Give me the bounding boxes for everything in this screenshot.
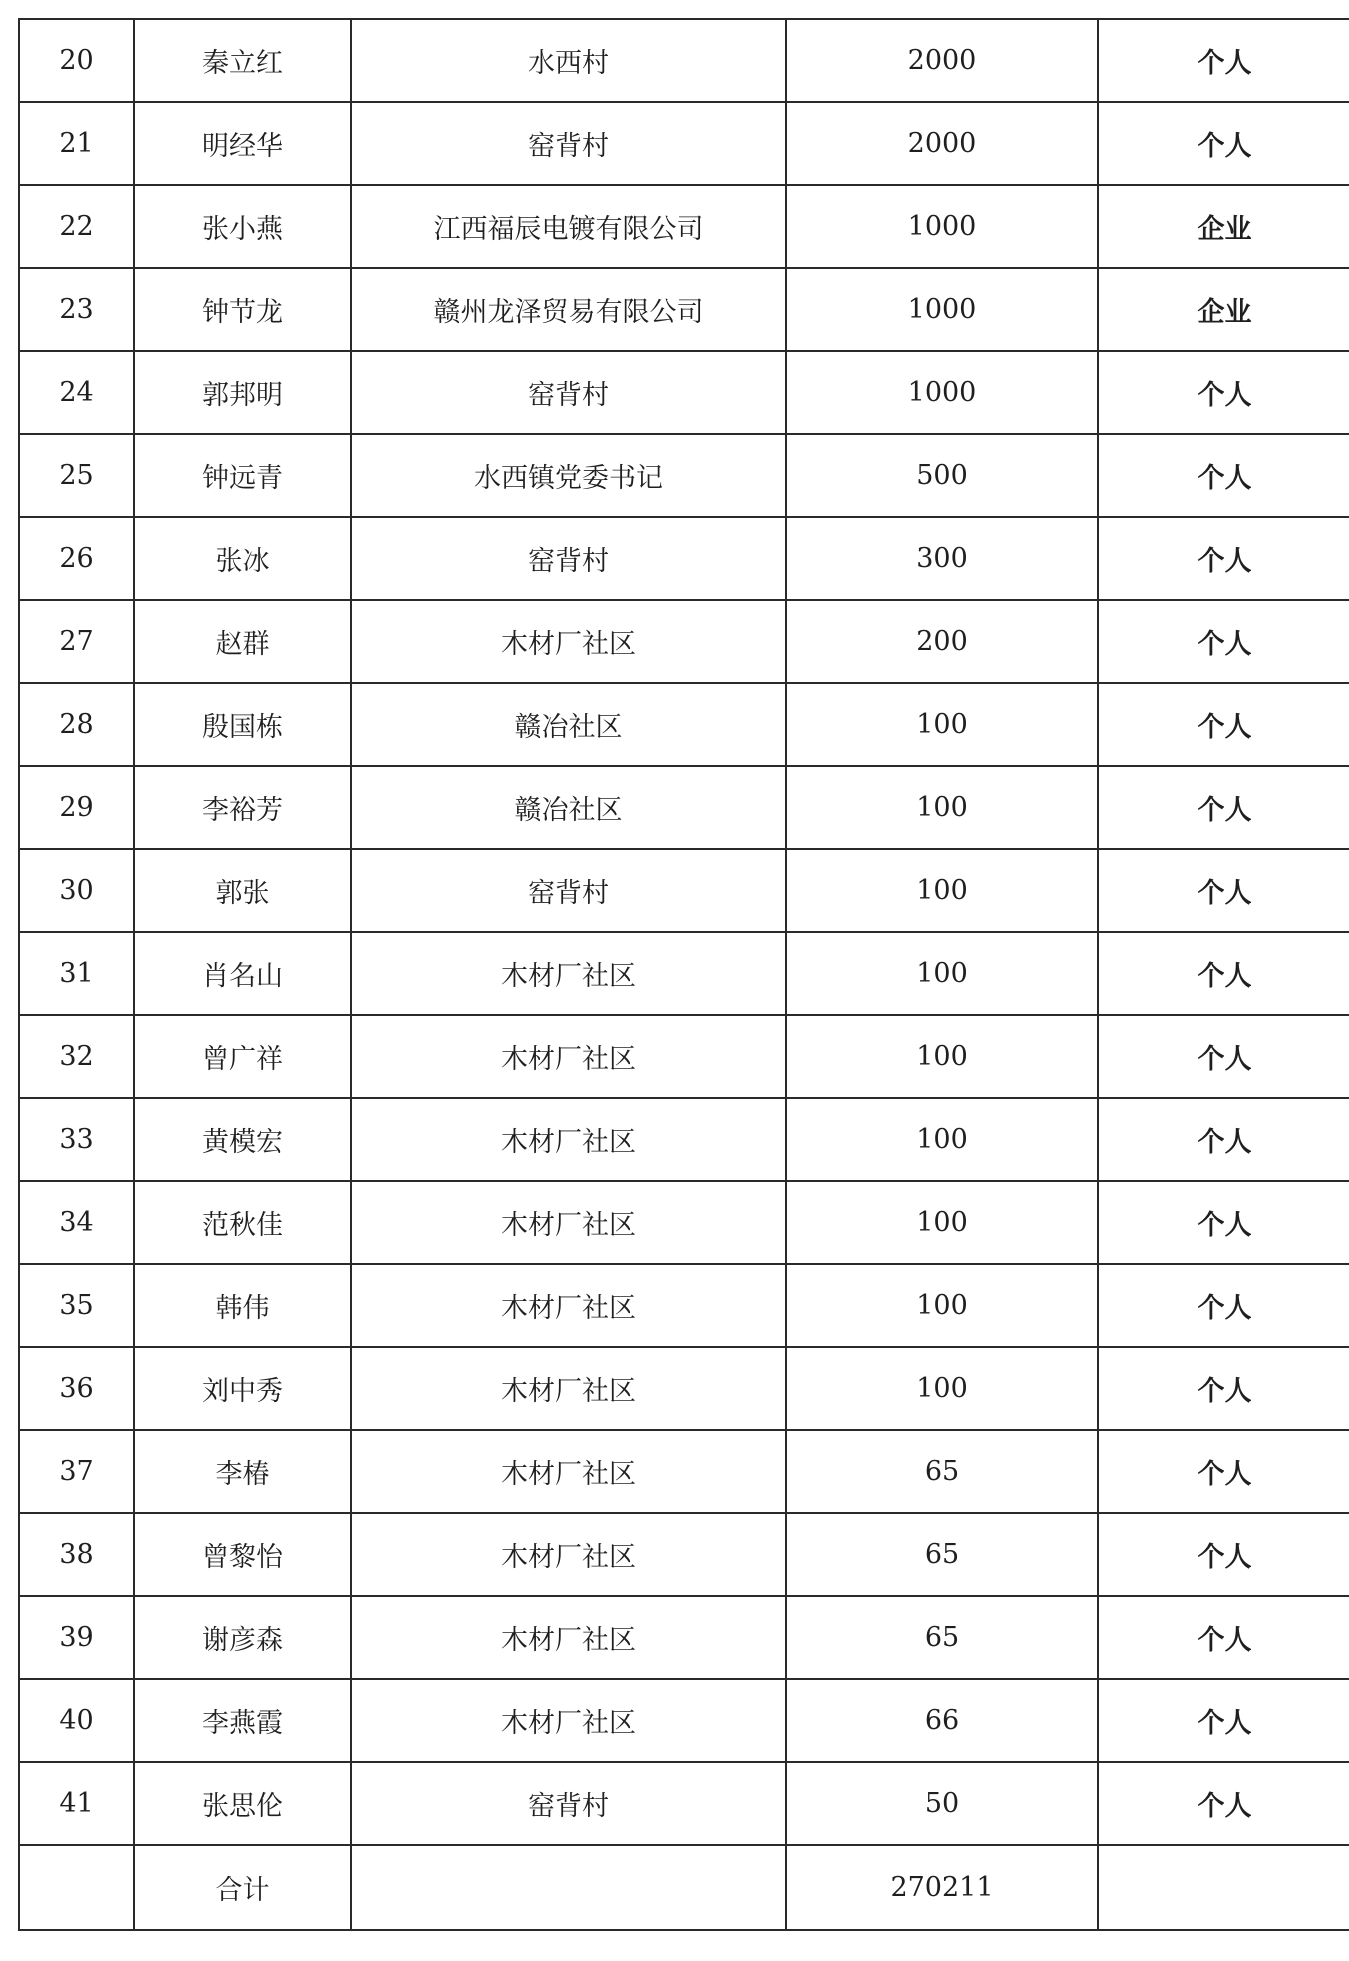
donor-type-cell: 个人 [1098,102,1349,185]
donor-unit-cell: 窑背村 [351,1762,786,1845]
donor-type-cell: 企业 [1098,185,1349,268]
table-row [19,434,1349,517]
donor-unit-cell: 水西镇党委书记 [351,434,786,517]
amount-cell: 100 [786,1098,1098,1181]
donor-type-cell: 个人 [1098,1264,1349,1347]
donor-unit-cell: 窑背村 [351,517,786,600]
donor-name-cell: 张冰 [134,517,351,600]
amount-cell: 100 [786,1015,1098,1098]
amount-cell: 100 [786,849,1098,932]
donor-unit-cell: 赣冶社区 [351,766,786,849]
donor-unit-cell: 窑背村 [351,849,786,932]
donor-type-cell: 个人 [1098,517,1349,600]
donor-name-cell: 秦立红 [134,19,351,102]
amount-cell: 2000 [786,19,1098,102]
table-row [19,849,1349,932]
donor-name-cell: 张思伦 [134,1762,351,1845]
donor-name-cell: 李裕芳 [134,766,351,849]
table-row [19,1015,1349,1098]
donor-name-cell: 郭邦明 [134,351,351,434]
amount-cell: 500 [786,434,1098,517]
donor-unit-cell: 赣州龙泽贸易有限公司 [351,268,786,351]
donor-type-cell: 个人 [1098,1181,1349,1264]
donor-type-cell: 个人 [1098,1430,1349,1513]
donor-type-cell: 企业 [1098,268,1349,351]
donor-name-cell: 殷国栋 [134,683,351,766]
donation-table-body [19,19,1349,1930]
donor-type-cell: 个人 [1098,766,1349,849]
donor-type-cell: 个人 [1098,683,1349,766]
total-empty-unit-cell [351,1845,786,1930]
row-number-cell: 30 [19,849,134,932]
amount-cell: 1000 [786,185,1098,268]
amount-cell: 300 [786,517,1098,600]
donation-table [18,18,1349,1931]
amount-cell: 100 [786,683,1098,766]
row-number-cell: 29 [19,766,134,849]
donor-unit-cell: 木材厂社区 [351,600,786,683]
donor-type-cell: 个人 [1098,434,1349,517]
donor-unit-cell: 木材厂社区 [351,1679,786,1762]
row-number-cell: 31 [19,932,134,1015]
table-row [19,1347,1349,1430]
donor-name-cell: 韩伟 [134,1264,351,1347]
donor-name-cell: 张小燕 [134,185,351,268]
amount-cell: 2000 [786,102,1098,185]
donor-type-cell: 个人 [1098,1762,1349,1845]
donor-type-cell: 个人 [1098,1347,1349,1430]
amount-cell: 66 [786,1679,1098,1762]
row-number-cell: 39 [19,1596,134,1679]
row-number-cell: 33 [19,1098,134,1181]
row-number-cell: 20 [19,19,134,102]
donor-type-cell: 个人 [1098,1513,1349,1596]
donor-type-cell: 个人 [1098,1098,1349,1181]
amount-cell: 100 [786,1347,1098,1430]
table-row [19,600,1349,683]
total-amount-cell: 270211 [786,1845,1098,1930]
row-number-cell: 37 [19,1430,134,1513]
donor-type-cell: 个人 [1098,1596,1349,1679]
table-row [19,683,1349,766]
donor-unit-cell: 木材厂社区 [351,1347,786,1430]
donor-type-cell: 个人 [1098,932,1349,1015]
table-row [19,1181,1349,1264]
row-number-cell: 35 [19,1264,134,1347]
donor-unit-cell: 木材厂社区 [351,1596,786,1679]
donor-unit-cell: 水西村 [351,19,786,102]
donor-name-cell: 黄模宏 [134,1098,351,1181]
table-row [19,1596,1349,1679]
donor-name-cell: 肖名山 [134,932,351,1015]
table-row [19,1264,1349,1347]
donor-unit-cell: 窑背村 [351,351,786,434]
row-number-cell: 40 [19,1679,134,1762]
donor-unit-cell: 赣冶社区 [351,683,786,766]
table-row [19,185,1349,268]
donor-name-cell: 曾黎怡 [134,1513,351,1596]
table-row [19,766,1349,849]
row-number-cell: 26 [19,517,134,600]
donor-name-cell: 明经华 [134,102,351,185]
donor-name-cell: 李燕霞 [134,1679,351,1762]
total-label-cell: 合计 [134,1845,351,1930]
row-number-cell: 34 [19,1181,134,1264]
amount-cell: 50 [786,1762,1098,1845]
amount-cell: 65 [786,1430,1098,1513]
amount-cell: 100 [786,1181,1098,1264]
table-row [19,351,1349,434]
donor-type-cell: 个人 [1098,1015,1349,1098]
table-row [19,268,1349,351]
amount-cell: 200 [786,600,1098,683]
donor-name-cell: 刘中秀 [134,1347,351,1430]
row-number-cell: 27 [19,600,134,683]
amount-cell: 100 [786,1264,1098,1347]
donor-name-cell: 曾广祥 [134,1015,351,1098]
row-number-cell: 41 [19,1762,134,1845]
donor-name-cell: 范秋佳 [134,1181,351,1264]
donor-type-cell: 个人 [1098,600,1349,683]
total-row [19,1845,1349,1930]
donor-unit-cell: 木材厂社区 [351,1430,786,1513]
table-row [19,932,1349,1015]
donor-unit-cell: 江西福辰电镀有限公司 [351,185,786,268]
amount-cell: 1000 [786,268,1098,351]
donor-unit-cell: 木材厂社区 [351,932,786,1015]
table-row [19,1762,1349,1845]
donor-type-cell: 个人 [1098,19,1349,102]
table-row [19,1098,1349,1181]
row-number-cell: 32 [19,1015,134,1098]
table-row [19,102,1349,185]
donor-unit-cell: 木材厂社区 [351,1015,786,1098]
row-number-cell: 25 [19,434,134,517]
donor-type-cell: 个人 [1098,351,1349,434]
row-number-cell: 24 [19,351,134,434]
donor-unit-cell: 窑背村 [351,102,786,185]
donor-type-cell: 个人 [1098,1679,1349,1762]
table-row [19,1679,1349,1762]
table-row [19,19,1349,102]
donor-name-cell: 赵群 [134,600,351,683]
amount-cell: 100 [786,766,1098,849]
total-empty-type-cell [1098,1845,1349,1930]
amount-cell: 65 [786,1513,1098,1596]
table-row [19,517,1349,600]
row-number-cell: 21 [19,102,134,185]
donation-list-sheet [18,18,1349,1931]
donor-name-cell: 钟远青 [134,434,351,517]
row-number-cell: 23 [19,268,134,351]
donor-name-cell: 郭张 [134,849,351,932]
total-empty-number-cell [19,1845,134,1930]
row-number-cell: 22 [19,185,134,268]
donor-name-cell: 李椿 [134,1430,351,1513]
amount-cell: 1000 [786,351,1098,434]
row-number-cell: 28 [19,683,134,766]
donor-unit-cell: 木材厂社区 [351,1264,786,1347]
donor-unit-cell: 木材厂社区 [351,1513,786,1596]
row-number-cell: 36 [19,1347,134,1430]
table-row [19,1430,1349,1513]
donor-type-cell: 个人 [1098,849,1349,932]
amount-cell: 65 [786,1596,1098,1679]
donor-unit-cell: 木材厂社区 [351,1098,786,1181]
donor-unit-cell: 木材厂社区 [351,1181,786,1264]
table-row [19,1513,1349,1596]
row-number-cell: 38 [19,1513,134,1596]
amount-cell: 100 [786,932,1098,1015]
donor-name-cell: 钟节龙 [134,268,351,351]
donor-name-cell: 谢彦森 [134,1596,351,1679]
